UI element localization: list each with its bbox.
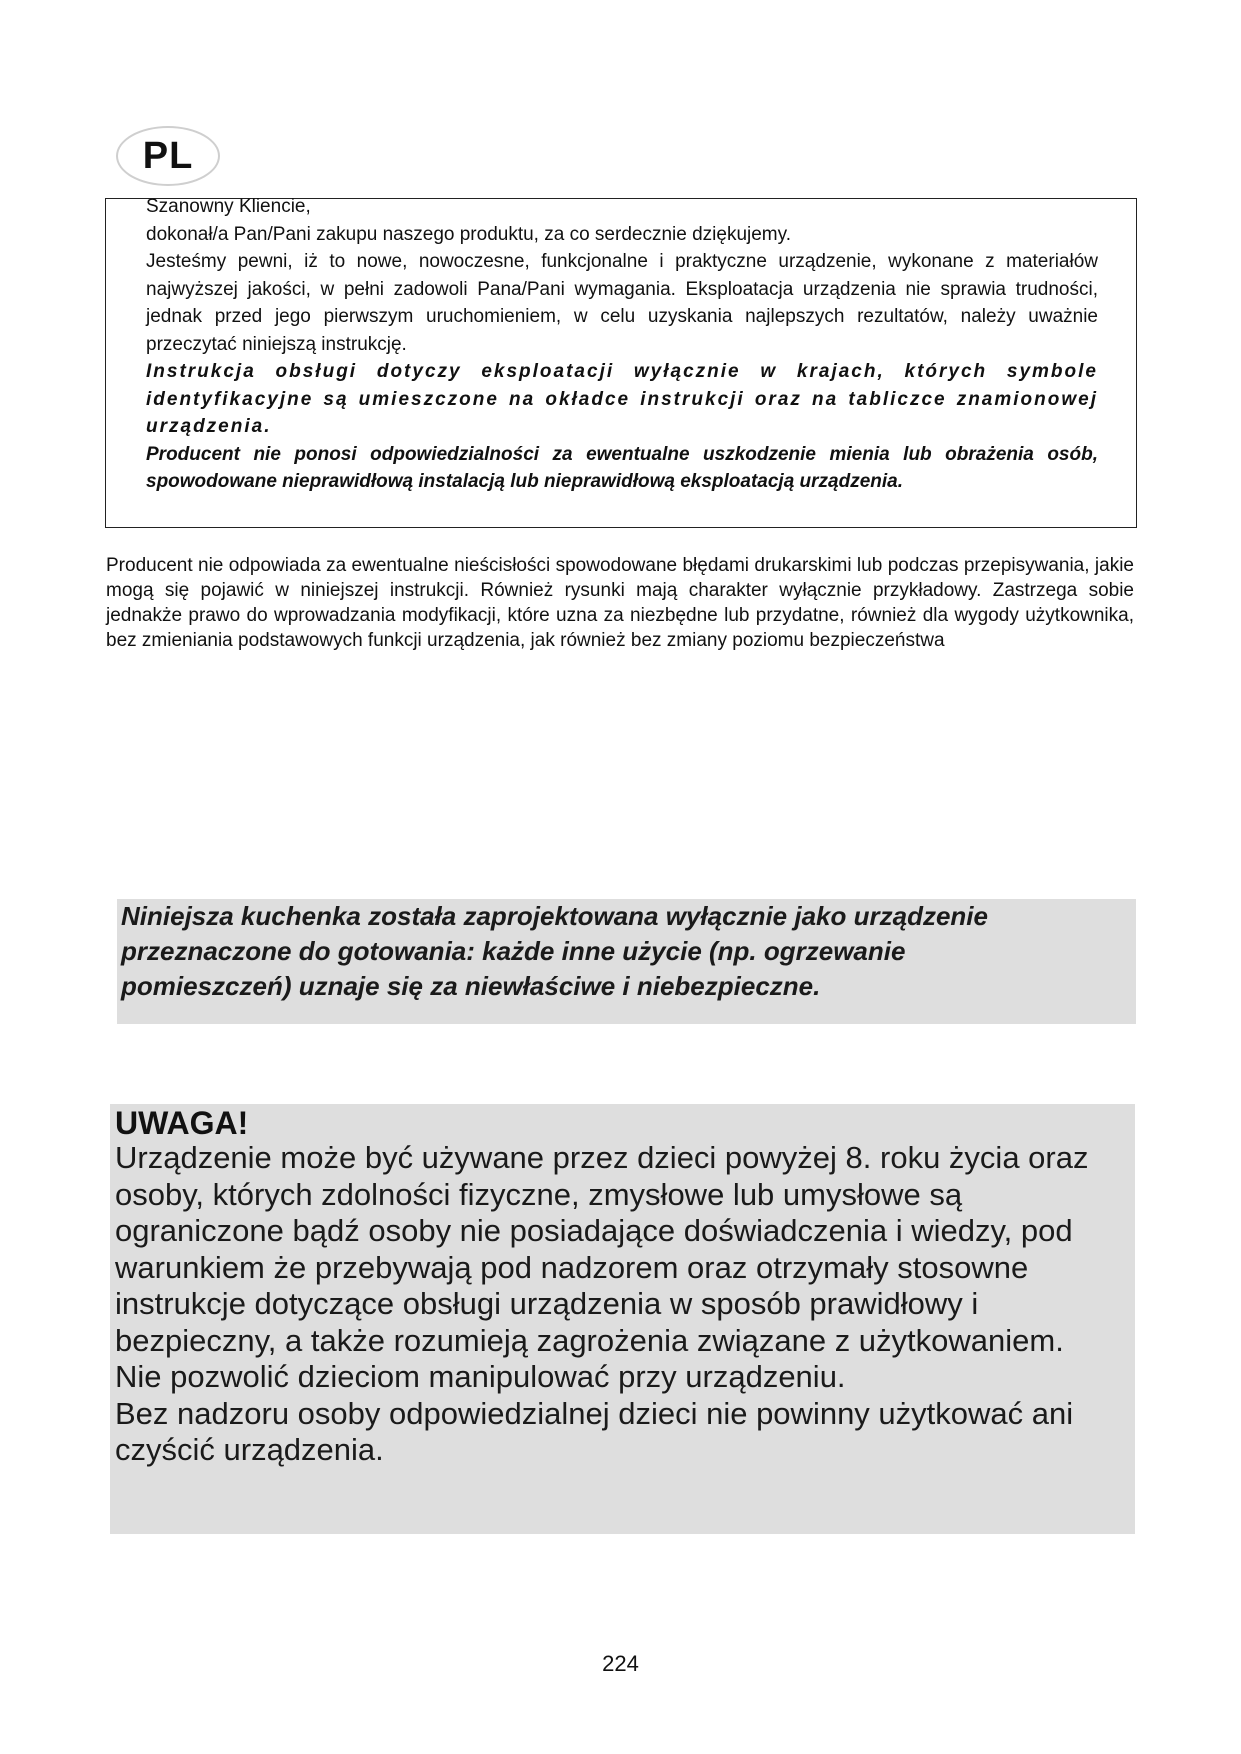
warning-body: Urządzenie może być używane przez dzieci powyżej 8. roku życia oraz osoby, których zdolności fizyczne, zmysłowe lub umysłowe są ograniczone bądź osoby nie posiadające doświadczenia i wiedzy, pod warunkiem że przebywają pod nadzorem oraz otrzymały stosowne instrukcje dotyczące obsługi urządzenia w sposób prawidłowy i bezpieczny, a także rozumieją zagrożenia związane z użytkowaniem.	[115, 1140, 1089, 1358]
printing-disclaimer: Producent nie odpowiada za ewentualne nieścisłości spowodowane błędami drukarskimi lub podczas przepisywania, jakie mogą się pojawić w niniejszej instrukcji. Również rysunki mają charakter wyłącznie przykładowy. Zastrzega sobie jednakże prawo do wprowadzania modyfikacji, które uzna za niezbędne lub przydatne, również dla wygody użytkownika, bez zmieniania podstawowych funkcji urządzenia, jak również bez zmiany poziomu bezpieczeństwa	[106, 555, 1134, 651]
warning-title: UWAGA!	[115, 1105, 249, 1141]
confidence-text: Jesteśmy pewni, iż to nowe, nowoczesne, funkcjonalne i praktyczne urządzenie, wykonane z materiałów najwyższej jakości, w pełni zadowoli Pana/Pani wymagania. Eksploatacja urządzenia nie sprawia trudności, jednak przed jego pierwszym uruchomieniem, w celu uzyskania najlepszych rezultatów, należy uważnie przeczytać niniejszą instrukcję.	[146, 251, 1098, 355]
warning-children-line: Nie pozwolić dzieciom manipulować przy urządzeniu.	[115, 1359, 846, 1394]
page-number: 224	[602, 1651, 639, 1676]
purpose-notice-line: Niniejsza kuchenka została zaprojektowana wyłącznie jako urządzenie	[121, 901, 988, 931]
warning-box	[110, 1104, 1135, 1534]
greeting: Szanowny Kliencie,	[146, 196, 311, 217]
purpose-notice-line: przeznaczone do gotowania: każde inne użycie (np. ogrzewanie	[121, 936, 906, 966]
purpose-notice-line: pomieszczeń) uznaje się za niewłaściwe i niebezpieczne.	[121, 971, 821, 1001]
warning-cleaning-line: Bez nadzoru osoby odpowiedzialnej dzieci nie powinny użytkować ani czyścić urządzenia.	[115, 1395, 1074, 1467]
language-badge: PL	[116, 126, 220, 186]
purpose-notice-box	[117, 899, 1136, 1024]
liability-note: Producent nie ponosi odpowiedzialności za ewentualne uszkodzenie mienia lub obrażenia osób, spowodowane nieprawidłową instalacją lub nieprawidłową eksploatacją urządzenia.	[146, 443, 1098, 492]
countries-note: Instrukcja obsługi dotyczy eksploatacji wyłącznie w krajach, których symbole identyfikacyjne są umieszczone na okładce instrukcji oraz na tabliczce znamionowej urządzenia.	[146, 361, 1098, 437]
intro-box	[105, 198, 1137, 528]
purpose-notice	[121, 899, 1132, 1004]
thanks-text: dokonał/a Pan/Pani zakupu naszego produktu, za co serdecznie dziękujemy.	[146, 223, 791, 245]
